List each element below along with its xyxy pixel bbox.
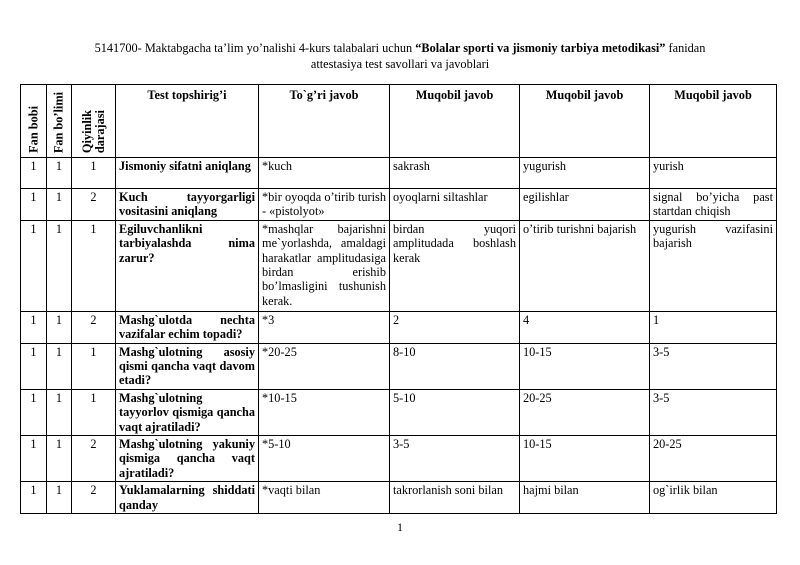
cell-alt-answer-2: 20-25 <box>520 389 650 435</box>
cell-fan-bobi: 1 <box>21 482 47 514</box>
cell-qiyinlik: 1 <box>72 220 116 311</box>
table-row <box>21 158 777 189</box>
cell-alt-answer-3: signal bo’yicha past startdan chiqish <box>650 189 777 221</box>
cell-question: Egiluvchanlikni tarbiyalashda nima zarur? <box>116 220 259 311</box>
cell-alt-answer-3: 3-5 <box>650 389 777 435</box>
cell-fan-bobi: 1 <box>21 220 47 311</box>
col-fan-bolimi: Fan bo’limi <box>47 85 72 158</box>
cell-alt-answer-1: 3-5 <box>390 436 520 482</box>
cell-correct-answer: *20-25 <box>259 343 390 389</box>
col-muqobil-3: Muqobil javob <box>650 85 777 158</box>
title-subject: “Bolalar sporti va jismoniy tarbiya metodikasi” <box>415 41 666 55</box>
cell-alt-answer-1: 2 <box>390 311 520 343</box>
cell-qiyinlik: 1 <box>72 389 116 435</box>
cell-alt-answer-3: 3-5 <box>650 343 777 389</box>
cell-question: Yuklamalarning shiddati qanday <box>116 482 259 514</box>
cell-fan-bobi: 1 <box>21 158 47 189</box>
cell-fan-bolimi: 1 <box>47 189 72 221</box>
title-prefix: 5141700- Maktabgacha ta’lim yo’nalishi 4-kurs talabalari uchun <box>94 41 416 55</box>
cell-alt-answer-3: yugurish vazifasini bajarish <box>650 220 777 311</box>
cell-question: Kuch tayyorgarligi vositasini aniqlang <box>116 189 259 221</box>
cell-fan-bobi: 1 <box>21 343 47 389</box>
cell-qiyinlik: 2 <box>72 436 116 482</box>
cell-correct-answer: *mashqlar bajarishni me`yorlashda, amaldagi harakatlar amplitudasiga birdan erishib bo’lmasligini tushunish kerak. <box>259 220 390 311</box>
cell-fan-bolimi: 1 <box>47 482 72 514</box>
cell-question: Jismoniy sifatni aniqlang <box>116 158 259 189</box>
title-suffix: fanidan <box>665 41 706 55</box>
cell-correct-answer: *5-10 <box>259 436 390 482</box>
table-row <box>21 482 777 514</box>
cell-alt-answer-2: 10-15 <box>520 343 650 389</box>
cell-fan-bobi: 1 <box>21 436 47 482</box>
table-row <box>21 220 777 311</box>
cell-question: Mashg`ulotda nechta vazifalar echim topadi? <box>116 311 259 343</box>
cell-alt-answer-2: yugurish <box>520 158 650 189</box>
cell-fan-bolimi: 1 <box>47 343 72 389</box>
title-line-1 <box>20 40 780 56</box>
cell-alt-answer-3: yurish <box>650 158 777 189</box>
cell-alt-answer-2: hajmi bilan <box>520 482 650 514</box>
cell-qiyinlik: 2 <box>72 482 116 514</box>
cell-alt-answer-1: sakrash <box>390 158 520 189</box>
col-muqobil-1: Muqobil javob <box>390 85 520 158</box>
cell-fan-bolimi: 1 <box>47 158 72 189</box>
cell-question: Mashg`ulotning asosiy qismi qancha vaqt davom etadi? <box>116 343 259 389</box>
cell-alt-answer-1: 8-10 <box>390 343 520 389</box>
cell-alt-answer-3: og`irlik bilan <box>650 482 777 514</box>
page-number: 1 <box>397 520 403 534</box>
test-table <box>20 84 777 514</box>
col-muqobil-2: Muqobil javob <box>520 85 650 158</box>
table-row <box>21 436 777 482</box>
cell-fan-bobi: 1 <box>21 189 47 221</box>
cell-alt-answer-2: 4 <box>520 311 650 343</box>
col-test: Test topshirig’i <box>116 85 259 158</box>
header-row <box>21 85 777 158</box>
cell-fan-bobi: 1 <box>21 389 47 435</box>
cell-qiyinlik: 2 <box>72 189 116 221</box>
cell-alt-answer-2: o’tirib turishni bajarish <box>520 220 650 311</box>
cell-fan-bobi: 1 <box>21 311 47 343</box>
cell-alt-answer-2: egilishlar <box>520 189 650 221</box>
cell-correct-answer: *vaqti bilan <box>259 482 390 514</box>
cell-correct-answer: *10-15 <box>259 389 390 435</box>
cell-alt-answer-2: 10-15 <box>520 436 650 482</box>
cell-alt-answer-3: 1 <box>650 311 777 343</box>
cell-fan-bolimi: 1 <box>47 220 72 311</box>
col-qiyinlik: Qiyinlik darajasi <box>72 85 116 158</box>
cell-alt-answer-1: takrorlanish soni bilan <box>390 482 520 514</box>
cell-alt-answer-1: 5-10 <box>390 389 520 435</box>
cell-qiyinlik: 2 <box>72 311 116 343</box>
table-row <box>21 389 777 435</box>
title-line-2: attestasiya test savollari va javoblari <box>310 57 490 71</box>
cell-correct-answer: *bir oyoqda o’tirib turish - «pistolyot» <box>259 189 390 221</box>
cell-question: Mashg`ulotning yakuniy qismiga qancha vaqt ajratiladi? <box>116 436 259 482</box>
cell-fan-bolimi: 1 <box>47 436 72 482</box>
col-togri-javob: To`g’ri javob <box>259 85 390 158</box>
cell-qiyinlik: 1 <box>72 158 116 189</box>
table-row <box>21 343 777 389</box>
cell-fan-bolimi: 1 <box>47 389 72 435</box>
cell-question: Mashg`ulotning tayyorlov qismiga qancha vaqt ajratiladi? <box>116 389 259 435</box>
col-fan-bobi: Fan bobi <box>21 85 47 158</box>
cell-correct-answer: *3 <box>259 311 390 343</box>
cell-correct-answer: *kuch <box>259 158 390 189</box>
cell-qiyinlik: 1 <box>72 343 116 389</box>
document-title <box>20 40 780 72</box>
table-row <box>21 189 777 221</box>
cell-alt-answer-1: oyoqlarni siltashlar <box>390 189 520 221</box>
cell-alt-answer-3: 20-25 <box>650 436 777 482</box>
cell-fan-bolimi: 1 <box>47 311 72 343</box>
table-row <box>21 311 777 343</box>
cell-alt-answer-1: birdan yuqori amplitudada boshlash kerak <box>390 220 520 311</box>
